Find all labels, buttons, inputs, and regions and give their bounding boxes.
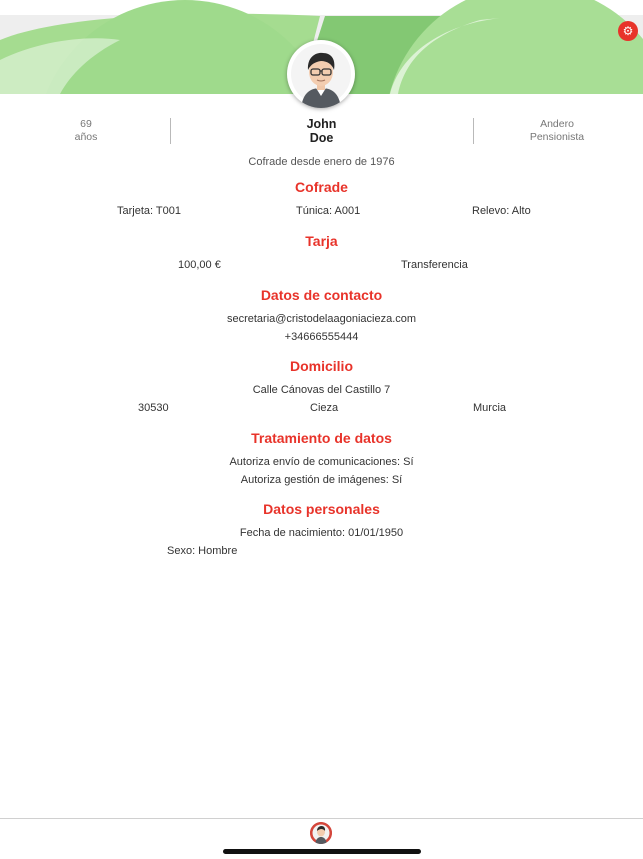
gear-icon: ⚙ xyxy=(622,24,634,38)
section-title-tarja: Tarja xyxy=(305,233,338,249)
section-title-personales: Datos personales xyxy=(263,501,380,517)
age-stat xyxy=(56,118,116,144)
address-city: Cieza xyxy=(310,402,339,414)
profile-avatar xyxy=(287,40,355,108)
tarja-amount: 100,00 € xyxy=(178,259,221,271)
age-unit: años xyxy=(74,131,98,143)
sex-value: Sexo: Hombre xyxy=(167,545,238,557)
role-line1: Andero xyxy=(540,118,574,130)
stats-divider-left xyxy=(170,118,171,144)
member-since: Cofrade desde enero de 1976 xyxy=(248,156,395,168)
profile-tab-avatar-icon xyxy=(310,822,332,844)
stats-divider-right xyxy=(473,118,474,144)
age-value: 69 xyxy=(80,118,92,130)
consent-images: Autoriza gestión de imágenes: Sí xyxy=(240,474,403,486)
profile-name xyxy=(270,117,373,145)
tarja-method: Transferencia xyxy=(401,259,468,271)
home-indicator xyxy=(223,849,421,854)
user-avatar-icon xyxy=(287,40,355,108)
birth-date: Fecha de nacimiento: 01/01/1950 xyxy=(239,527,404,539)
tunica-value: Túnica: A001 xyxy=(296,205,361,217)
address-province: Murcia xyxy=(473,402,507,414)
section-title-tratamiento: Tratamiento de datos xyxy=(251,430,392,446)
role-stat xyxy=(505,118,609,144)
contact-email[interactable]: secretaria@cristodelaagoniacieza.com xyxy=(226,313,417,325)
consent-communications: Autoriza envío de comunicaciones: Sí xyxy=(229,456,414,468)
last-name: Doe xyxy=(309,131,334,145)
address-street: Calle Cánovas del Castillo 7 xyxy=(252,384,391,396)
profile-tab-button[interactable] xyxy=(310,822,332,844)
section-title-cofrade: Cofrade xyxy=(295,179,348,195)
contact-phone[interactable]: +34666555444 xyxy=(284,331,359,343)
section-title-domicilio: Domicilio xyxy=(289,358,353,374)
role-line2: Pensionista xyxy=(529,131,585,143)
settings-button[interactable] xyxy=(618,21,638,41)
tarjeta-value: Tarjeta: T001 xyxy=(117,205,182,217)
first-name: John xyxy=(306,117,337,131)
relevo-value: Relevo: Alto xyxy=(472,205,531,217)
address-postal-code: 30530 xyxy=(138,402,169,414)
section-title-contacto: Datos de contacto xyxy=(260,287,383,303)
